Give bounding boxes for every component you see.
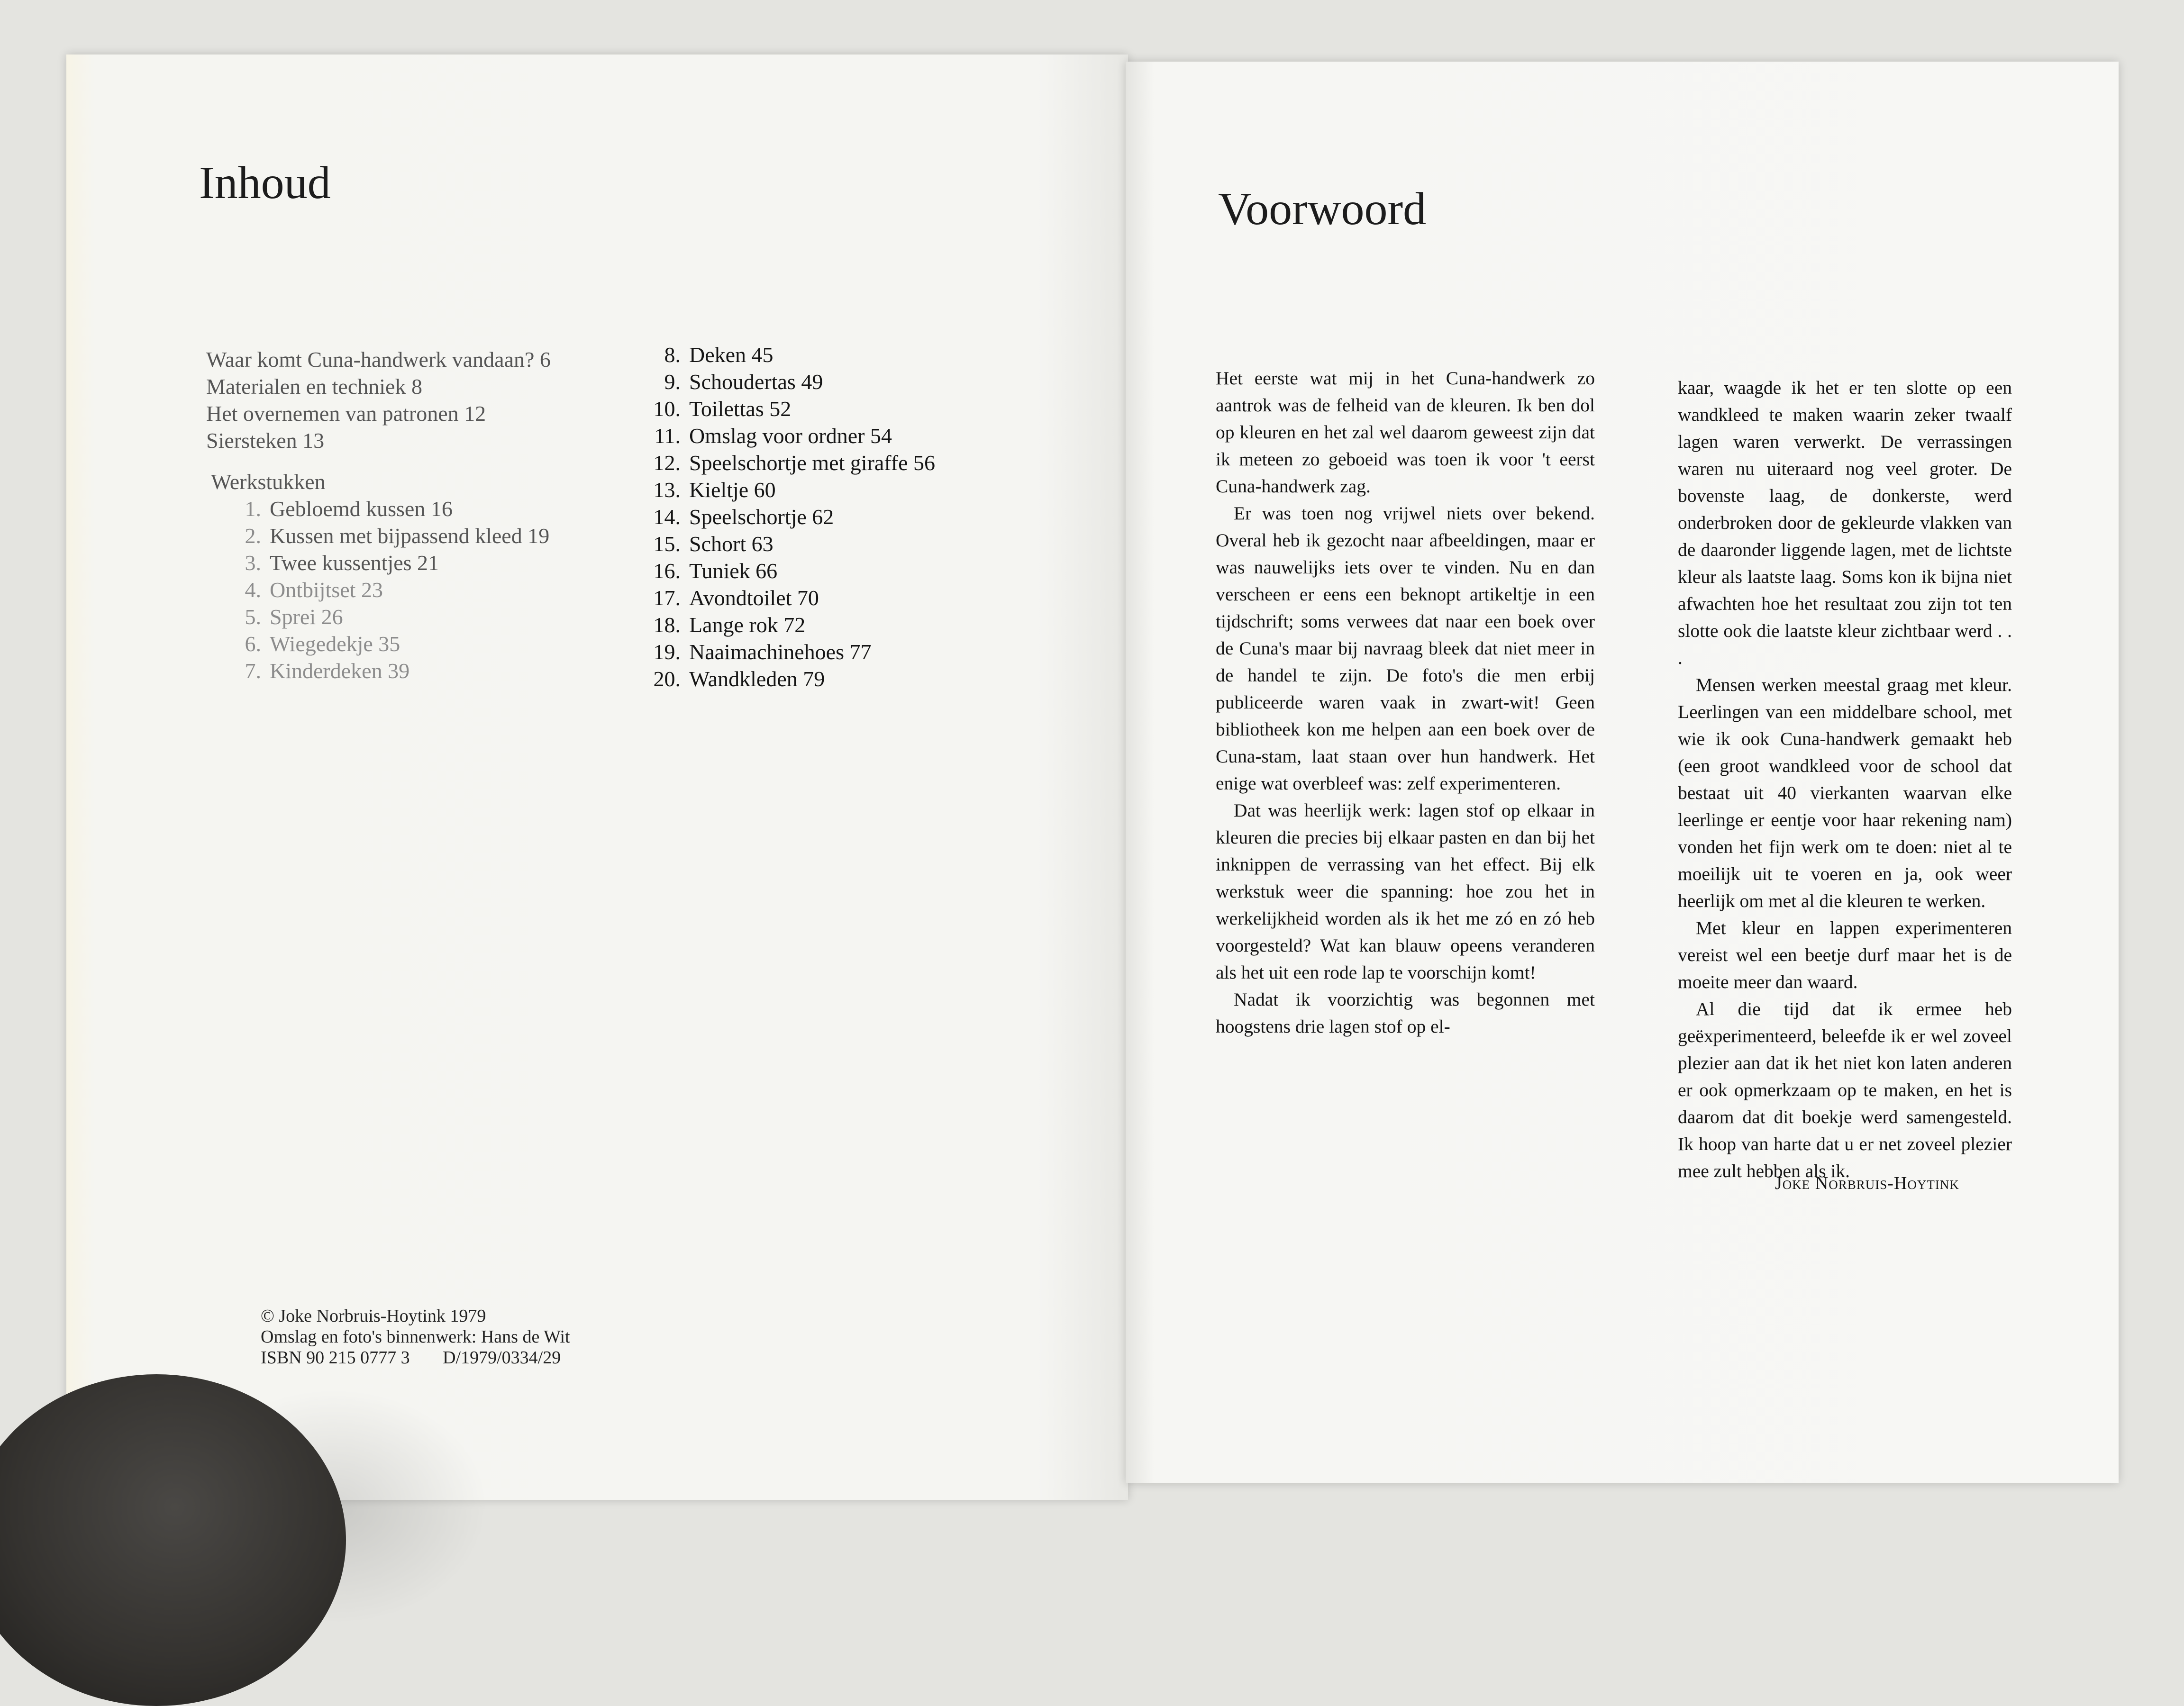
foreword-heading: Voorwoord bbox=[1218, 183, 1427, 235]
toc-column-left bbox=[206, 346, 656, 684]
foreword-paragraph: Nadat ik voorzichtig was begonnen met hoogstens drie lagen stof op el- bbox=[1216, 989, 1595, 1037]
foreword-paragraph: Dat was heerlijk werk: lagen stof op elkaar in kleuren die precies bij elkaar pasten en dan bij het inknippen de verrassing van het effect. Bij elk werkstuk weer die spanning: hoe zou het in werkelijkheid worden als ik het me zó en zó heb voorgesteld? Wat kan blauw opeens veranderen als het uit een rode lap te voorschijn komt! bbox=[1216, 800, 1595, 983]
foreword-paragraph: Met kleur en lappen experimenteren vereist wel een beetje durf maar het is de moeite meer dan waard. bbox=[1678, 917, 2012, 992]
toc-intro-item: Het overnemen van patronen 12 bbox=[206, 401, 486, 426]
foreword-paragraph: Mensen werken meestal graag met kleur. Leerlingen van een middelbare school, met wie ik ook Cuna-handwerk gemaakt heb (een groot wandkleed voor de school dat bestaat uit 40 vierkanten waarvan elke leerlinge er eentje voor haar rekening nam) vonden het fijn werk om te doen: niet al te moeilijk uit te voeren en ja, ook weer heerlijk om met al die kleuren te werken. bbox=[1678, 674, 2012, 911]
toc-werkstuk-item: 19. Naaimachinehoes 77 bbox=[653, 640, 872, 664]
toc-werkstuk-item: 1. Gebloemd kussen 16 bbox=[245, 497, 453, 521]
toc-werkstuk-item: 2. Kussen met bijpassend kleed 19 bbox=[245, 524, 550, 548]
foreword-column-right bbox=[1678, 374, 2012, 1185]
copyright-line: © Joke Norbruis-Hoytink 1979 bbox=[261, 1306, 486, 1326]
toc-werkstuk-item: 9. Schoudertas 49 bbox=[664, 370, 823, 394]
toc-werkstuk-item: 3. Twee kussentjes 21 bbox=[245, 551, 439, 575]
toc-intro-item: Materialen en techniek 8 bbox=[206, 374, 422, 399]
colophon bbox=[261, 1306, 570, 1368]
toc-werkstuk-item: 12. Speelschortje met giraffe 56 bbox=[653, 451, 936, 475]
isbn: ISBN 90 215 0777 3 bbox=[261, 1348, 410, 1368]
toc-heading: Inhoud bbox=[199, 157, 331, 209]
toc-werkstuk-item: 10. Toilettas 52 bbox=[653, 397, 792, 421]
photo-credits-line: Omslag en foto's binnenwerk: Hans de Wit bbox=[261, 1327, 570, 1347]
toc-werkstuk-item: 20. Wandkleden 79 bbox=[653, 667, 825, 691]
toc-werkstuk-item: 6. Wiegedekje 35 bbox=[245, 632, 400, 656]
depot-number: D/1979/0334/29 bbox=[443, 1348, 561, 1368]
foreword-paragraph: Er was toen nog vrijwel niets over bekend. Overal heb ik gezocht naar afbeeldingen, maar er was nauwelijks iets over te vinden. Nu en dan verscheen er eens een beknopt artikeltje in een tijdschrift; soms verwees dat naar een boek over de Cuna's maar bij navraag bleek dat niet meer in de handel te zijn. De foto's die men erbij publiceerde waren vaak in zwart-wit! Geen bibliotheek kon me helpen aan een boek over de Cuna-stam, laat staan over hun handwerk. Het enige wat overbleef was: zelf experimenteren. bbox=[1216, 503, 1595, 794]
foreword-paragraph: Al die tijd dat ik ermee heb geëxperimenteerd, beleefde ik er wel zoveel plezier aan dat ik het niet kon laten anderen er ook opmerkzaam op te maken, en het is daarom dat dit boekje werd samengesteld. Ik hoop van harte dat u er net zoveel plezier mee zult hebben als ik. bbox=[1678, 998, 2012, 1181]
author-signature: Joke Norbruis-Hoytink bbox=[1775, 1173, 1959, 1193]
toc-column-right bbox=[645, 341, 1071, 692]
toc-werkstuk-item: 4. Ontbijtset 23 bbox=[245, 578, 383, 602]
toc-werkstuk-item: 13. Kieltje 60 bbox=[653, 478, 776, 502]
isbn-line bbox=[261, 1347, 570, 1368]
toc-werkstuk-item: 14. Speelschortje 62 bbox=[653, 505, 834, 529]
foreword-column-left bbox=[1216, 365, 1595, 1040]
toc-werkstuk-item: 5. Sprei 26 bbox=[245, 605, 343, 629]
toc-werkstuk-item: 11. Omslag voor ordner 54 bbox=[654, 424, 892, 448]
toc-werkstuk-item: 18. Lange rok 72 bbox=[653, 613, 806, 637]
toc-werkstuk-item: 15. Schort 63 bbox=[653, 532, 774, 556]
toc-intro-item: Waar komt Cuna-handwerk vandaan? 6 bbox=[206, 347, 551, 372]
toc-intro-item: Siersteken 13 bbox=[206, 428, 325, 453]
foreword-paragraph: Het eerste wat mij in het Cuna-handwerk zo aantrok was de felheid van de kleuren. Ik ben dol op kleuren en het zal wel daarom geweest zijn dat ik meteen zo geboeid was toen ik voor 't eerst Cuna-handwerk zag. bbox=[1216, 368, 1595, 497]
toc-werkstuk-item: 8. Deken 45 bbox=[664, 343, 774, 367]
toc-werkstuk-item: 16. Tuniek 66 bbox=[653, 559, 778, 583]
toc-werkstuk-item: 17. Avondtoilet 70 bbox=[653, 586, 819, 610]
foreword-paragraph: kaar, waagde ik het er ten slotte op een wandkleed te maken waarin zeker twaalf lagen waren verwerkt. De verrassingen waren nu uiteraard nog veel groter. De bovenste laag, de donkerste, werd onderbroken door de gekleurde vlakken van de daaronder liggende lagen, met de lichtste kleur als laatste laag. Soms kon ik bijna niet afwachten hoe het resultaat zou zijn tot ten slotte ook die laatste kleur zichtbaar werd . . . bbox=[1678, 377, 2012, 668]
toc-werkstuk-item: 7. Kinderdeken 39 bbox=[245, 659, 410, 683]
left-page bbox=[66, 54, 1128, 1500]
werkstukken-label: Werkstukken bbox=[211, 470, 326, 494]
